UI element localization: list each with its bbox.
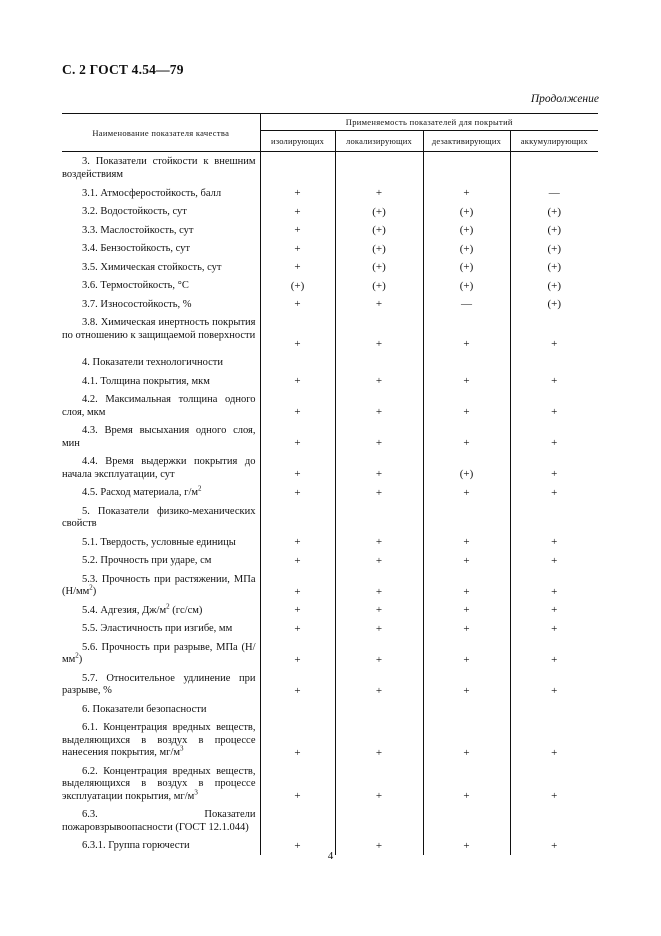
applicability-cell: + [510, 601, 598, 620]
applicability-cell: (+) [423, 221, 510, 240]
unit-superscript: 3 [180, 744, 184, 753]
applicability-cell: + [423, 619, 510, 638]
indicator-name [62, 718, 260, 762]
indicator-name-text: 5.3. Прочность при растяжении, МПа (Н/мм [62, 573, 256, 597]
applicability-cell: (+) [510, 276, 598, 295]
indicator-name [62, 258, 260, 277]
applicability-cell: (+) [423, 239, 510, 258]
indicator-name-text: 5.7. Относительное удлинение при разрыве, % [62, 672, 256, 696]
applicability-cell: + [335, 638, 423, 669]
unit-superscript: 3 [194, 788, 198, 796]
applicability-cell: (+) [510, 295, 598, 314]
indicator-name-text: 3.1. Атмосферостойкость, балл [82, 187, 222, 199]
indicator-name-text: 3.7. Износостойкость, % [82, 298, 192, 310]
applicability-cell: + [423, 638, 510, 669]
applicability-cell: + [260, 295, 335, 314]
applicability-cell [335, 353, 423, 372]
applicability-cell: + [260, 762, 335, 806]
table-row [62, 276, 598, 295]
indicator-name [62, 762, 260, 806]
applicability-cell: + [335, 551, 423, 570]
applicability-cell: + [335, 619, 423, 638]
applicability-cell [260, 502, 335, 533]
indicator-name-tail: ) [78, 654, 83, 665]
applicability-cell: + [423, 421, 510, 452]
applicability-cell: (+) [335, 202, 423, 221]
table-row [62, 353, 598, 372]
applicability-cell: + [510, 533, 598, 552]
applicability-cell: (+) [510, 258, 598, 277]
applicability-cell: + [335, 718, 423, 762]
applicability-cell: + [510, 669, 598, 700]
applicability-cell [260, 353, 335, 372]
applicability-cell: + [260, 570, 335, 601]
indicator-name [62, 221, 260, 240]
applicability-cell: + [423, 184, 510, 203]
applicability-cell: (+) [335, 221, 423, 240]
applicability-cell [510, 805, 598, 836]
applicability-cell: + [510, 836, 598, 855]
applicability-cell: + [260, 258, 335, 277]
applicability-cell: + [335, 421, 423, 452]
applicability-cell: + [423, 483, 510, 502]
applicability-cell [423, 353, 510, 372]
indicator-name [62, 276, 260, 295]
applicability-cell: + [510, 421, 598, 452]
unit-superscript: 2 [198, 484, 202, 493]
table-row [62, 638, 598, 669]
indicator-name-text: 4. Показатели технологичности [82, 357, 223, 368]
applicability-cell: — [423, 295, 510, 314]
applicability-cell: + [423, 533, 510, 552]
indicator-name [62, 184, 260, 203]
unit-superscript: 2 [75, 651, 79, 660]
applicability-cell [423, 152, 510, 184]
applicability-cell: (+) [260, 276, 335, 295]
indicator-name-text: 5.4. Адгезия, Дж/м [82, 604, 167, 616]
applicability-cell: + [260, 483, 335, 502]
table-row [62, 239, 598, 258]
applicability-cell [423, 805, 510, 836]
indicator-name-text: 4.2. Максимальная толщина одного слоя, мкм [62, 394, 256, 418]
applicability-cell [260, 152, 335, 184]
applicability-cell [510, 353, 598, 372]
applicability-cell: + [423, 762, 510, 806]
indicator-name-text: 3.2. Водостойкость, сут [82, 206, 187, 217]
applicability-cell: (+) [510, 239, 598, 258]
table-row [62, 221, 598, 240]
indicator-name-text: 6.1. Концентрация вредных веществ, выделяющихся в воздух в процессе нанесения покрытия, мг/м [62, 722, 256, 758]
applicability-cell: + [335, 483, 423, 502]
column-header-decontaminating: дезактивирующих [423, 131, 510, 152]
applicability-cell: + [260, 452, 335, 483]
indicator-name [62, 353, 260, 372]
indicator-name [62, 601, 260, 620]
indicator-name-text: 6.3.1. Группа горючести [82, 840, 190, 851]
applicability-cell: (+) [423, 202, 510, 221]
table-row [62, 295, 598, 314]
indicator-name [62, 570, 260, 601]
applicability-cell: (+) [335, 258, 423, 277]
table-row [62, 313, 598, 353]
applicability-cell: + [510, 762, 598, 806]
indicator-name [62, 669, 260, 700]
indicator-name-text: 3.6. Термостойкость, °С [82, 280, 189, 291]
applicability-cell: + [260, 390, 335, 421]
applicability-cell: + [423, 570, 510, 601]
indicator-name-text: 5.5. Эластичность при изгибе, мм [82, 623, 233, 634]
applicability-cell: + [260, 184, 335, 203]
applicability-cell: + [423, 836, 510, 855]
applicability-cell: + [260, 239, 335, 258]
table-row [62, 669, 598, 700]
applicability-cell: + [335, 313, 423, 353]
indicator-name [62, 452, 260, 483]
indicator-name-text: 4.3. Время высыхания одного слоя, мин [62, 425, 256, 449]
applicability-cell: + [260, 718, 335, 762]
table-row [62, 452, 598, 483]
table-row [62, 762, 598, 806]
applicability-cell: + [510, 390, 598, 421]
indicator-name [62, 313, 260, 353]
indicator-name [62, 533, 260, 552]
indicator-name-text: 3.4. Бензостойкость, сут [82, 243, 190, 254]
indicator-name [62, 619, 260, 638]
applicability-cell: (+) [335, 239, 423, 258]
applicability-cell: + [335, 452, 423, 483]
applicability-cell [260, 805, 335, 836]
applicability-cell [335, 805, 423, 836]
applicability-cell: + [260, 669, 335, 700]
applicability-cell: + [510, 718, 598, 762]
applicability-cell: + [510, 372, 598, 391]
indicator-name-tail: (гс/см) [169, 604, 203, 616]
table-row [62, 502, 598, 533]
indicator-name-text: 3.3. Маслостойкость, сут [82, 224, 194, 236]
applicability-cell: + [335, 372, 423, 391]
indicator-name-text: 3.5. Химическая стойкость, сут [82, 261, 222, 273]
indicator-name-text: 5.6. Прочность при разрыве, МПа (Н/мм [62, 641, 256, 665]
indicator-name [62, 239, 260, 258]
applicability-cell: + [335, 762, 423, 806]
table-row [62, 152, 598, 184]
applicability-cell: + [335, 601, 423, 620]
applicability-cell: (+) [423, 276, 510, 295]
column-header-indicator-name: Наименование показателя качества [62, 114, 260, 152]
applicability-cell [335, 502, 423, 533]
indicator-name-text: 6.2. Концентрация вредных веществ, выделяющихся в воздух в процессе эксплуатации покрытия, мг/м [62, 765, 256, 802]
applicability-cell [335, 700, 423, 719]
page-number: 4 [327, 850, 334, 862]
table-row [62, 421, 598, 452]
applicability-cell: + [510, 570, 598, 601]
applicability-cell: + [423, 718, 510, 762]
indicator-name [62, 295, 260, 314]
applicability-cell: + [260, 551, 335, 570]
applicability-cell: + [335, 390, 423, 421]
applicability-cell: (+) [423, 258, 510, 277]
table-row [62, 533, 598, 552]
applicability-cell: (+) [510, 221, 598, 240]
applicability-cell [510, 152, 598, 184]
column-header-applicability: Применяемость показателей для покрытий [260, 114, 598, 131]
indicator-name-text: 6.3. Показатели пожаровзрывоопасности (ГОСТ 12.1.044) [62, 809, 256, 833]
indicator-name [62, 700, 260, 719]
table-body [62, 152, 598, 855]
applicability-cell: + [260, 638, 335, 669]
indicator-name-text: 6. Показатели безопасности [82, 703, 207, 715]
applicability-cell [335, 152, 423, 184]
table-row [62, 202, 598, 221]
table-row [62, 718, 598, 762]
continuation-label: Продолжение [530, 93, 599, 105]
applicability-cell: + [260, 202, 335, 221]
applicability-cell: + [335, 570, 423, 601]
applicability-cell: (+) [510, 202, 598, 221]
column-header-localizing: локализирующих [335, 131, 423, 152]
document-header: С. 2 ГОСТ 4.54—79 [62, 62, 184, 77]
applicability-cell: (+) [335, 276, 423, 295]
indicator-name-tail: ) [92, 586, 97, 597]
indicator-name [62, 421, 260, 452]
applicability-cell: + [423, 313, 510, 353]
table-row [62, 601, 598, 620]
unit-superscript: 2 [89, 583, 93, 592]
applicability-cell: + [335, 836, 423, 855]
indicator-name [62, 805, 260, 836]
table-row [62, 570, 598, 601]
applicability-cell: + [423, 601, 510, 620]
applicability-cell [510, 700, 598, 719]
column-header-isolating: изолирующих [260, 131, 335, 152]
indicator-name [62, 483, 260, 502]
table-row [62, 184, 598, 203]
applicability-cell: + [260, 372, 335, 391]
table-row [62, 551, 598, 570]
indicator-name-text: 4.4. Время выдержки покрытия до начала эксплуатации, сут [62, 456, 256, 480]
applicability-cell: + [335, 184, 423, 203]
indicator-name [62, 202, 260, 221]
applicability-cell: + [260, 619, 335, 638]
indicator-name [62, 551, 260, 570]
applicability-cell: + [335, 533, 423, 552]
applicability-cell: + [260, 221, 335, 240]
indicator-name [62, 502, 260, 533]
indicator-name [62, 372, 260, 391]
applicability-cell: + [510, 551, 598, 570]
indicator-name-text: 5. Показатели физико-механических свойств [62, 505, 256, 529]
indicator-name-text: 4.5. Расход материала, г/м [82, 487, 199, 498]
indicator-name-text: 3.8. Химическая инертность покрытия по отношению к защищаемой поверхности [62, 317, 256, 341]
unit-superscript: 2 [166, 602, 170, 610]
indicator-name [62, 152, 260, 184]
applicability-cell: + [260, 313, 335, 353]
applicability-cell: + [510, 638, 598, 669]
applicability-cell: + [510, 452, 598, 483]
applicability-cell [423, 502, 510, 533]
indicator-name [62, 638, 260, 669]
applicability-cell: + [260, 836, 335, 855]
column-header-accumulating: аккумулирующих [510, 131, 598, 152]
applicability-cell: + [423, 372, 510, 391]
indicator-name-text: 5.2. Прочность при ударе, см [82, 555, 212, 566]
applicability-cell: + [510, 483, 598, 502]
applicability-cell: + [423, 669, 510, 700]
applicability-cell: + [260, 421, 335, 452]
indicator-name-text: 3. Показатели стойкости к внешним воздействиям [62, 156, 256, 180]
table-row [62, 483, 598, 502]
applicability-cell: + [260, 601, 335, 620]
applicability-cell [423, 700, 510, 719]
table-row [62, 390, 598, 421]
applicability-cell [510, 502, 598, 533]
table-row [62, 700, 598, 719]
applicability-cell [260, 700, 335, 719]
applicability-cell: + [423, 551, 510, 570]
table-row [62, 805, 598, 836]
applicability-cell: + [335, 295, 423, 314]
applicability-cell: + [335, 669, 423, 700]
table-row [62, 619, 598, 638]
applicability-cell: + [423, 390, 510, 421]
table-row [62, 372, 598, 391]
table-row [62, 258, 598, 277]
indicator-name-text: 5.1. Твердость, условные единицы [82, 536, 236, 548]
applicability-cell: + [510, 619, 598, 638]
applicability-cell: + [260, 533, 335, 552]
applicability-cell: + [510, 313, 598, 353]
quality-indicators-table [62, 113, 598, 855]
indicator-name-text: 4.1. Толщина покрытия, мкм [82, 375, 210, 387]
indicator-name [62, 390, 260, 421]
applicability-cell: (+) [423, 452, 510, 483]
applicability-cell: — [510, 184, 598, 203]
